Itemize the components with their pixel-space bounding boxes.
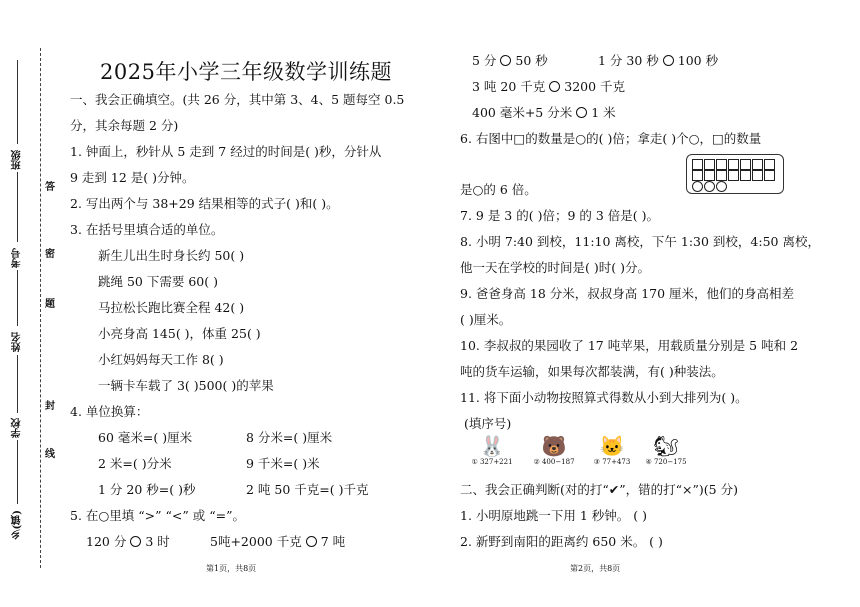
question-4-item-c1: 1 分 20 秒=( )秒 bbox=[98, 482, 196, 497]
question-11-note: (填序号) bbox=[464, 416, 512, 431]
question-3-item-e: 小红妈妈每天工作 8( ) bbox=[98, 352, 224, 367]
animal-item-4: 🐿 ④ 720−175 bbox=[642, 434, 690, 466]
bear-icon: 🐻 bbox=[541, 434, 567, 458]
blank-line-name bbox=[17, 270, 18, 326]
compare-circle bbox=[130, 536, 141, 547]
field-name: 姓名 bbox=[12, 332, 23, 352]
judge-item-1: 1. 小明原地跳一下用 1 秒钟。 ( ) bbox=[460, 508, 648, 523]
blank-line-school bbox=[17, 355, 18, 413]
square-shape bbox=[692, 170, 703, 181]
field-exam-number: 考号 bbox=[12, 248, 23, 268]
square-shape bbox=[704, 159, 715, 170]
rabbit-icon: 🐰 bbox=[479, 434, 505, 458]
square-shape bbox=[728, 159, 739, 170]
cat-icon: 🐱 bbox=[599, 434, 625, 458]
seal-char-3: 封 bbox=[45, 401, 55, 412]
compare-circle bbox=[663, 55, 674, 66]
question-10: 10. 李叔叔的果园收了 17 吨苹果，用载质量分别是 5 吨和 2 bbox=[460, 338, 799, 353]
square-shape bbox=[716, 159, 727, 170]
square-shape bbox=[764, 159, 775, 170]
seal-char-1: 答 bbox=[45, 182, 55, 193]
question-4-item-a2: 8 分米=( )厘米 bbox=[246, 430, 333, 445]
field-township: 乡(镇) bbox=[12, 510, 23, 540]
question-3-item-d: 小亮身高 145( )，体重 25( ) bbox=[98, 326, 261, 341]
square-shape bbox=[752, 170, 763, 181]
compare-item-5: 3 吨 20 千克 3200 千克 bbox=[472, 79, 626, 94]
squirrel-icon: 🐿 bbox=[653, 434, 679, 458]
square-shape bbox=[764, 170, 775, 181]
question-10-cont: 吨的货车运输，如果每次都装满，有( )种装法。 bbox=[460, 364, 724, 379]
field-school: 学校 bbox=[12, 418, 23, 438]
compare-item-4: 1 分 30 秒 100 秒 bbox=[598, 53, 719, 68]
cut-dashed-line bbox=[40, 48, 41, 568]
square-shape bbox=[692, 159, 703, 170]
square-shape bbox=[740, 170, 751, 181]
question-3-item-f: 一辆卡车载了 3( )500( )的苹果 bbox=[98, 378, 274, 393]
compare-item-2: 5吨+2000 千克 7 吨 bbox=[210, 534, 346, 549]
question-4-item-a1: 60 毫米=( )厘米 bbox=[98, 430, 193, 445]
section-2-heading: 二、我会正确判断(对的打“✔”，错的打“×”)(5 分) bbox=[460, 482, 738, 497]
circle-shape bbox=[704, 181, 715, 192]
compare-circle bbox=[549, 81, 560, 92]
question-3-item-b: 跳绳 50 下需要 60( ) bbox=[98, 274, 218, 289]
question-2: 2. 写出两个与 38+29 结果相等的式子( )和( )。 bbox=[70, 196, 339, 211]
seal-char-4: 线 bbox=[45, 449, 55, 460]
animal-item-3: 🐱 ③ 77+473 bbox=[588, 434, 636, 466]
square-shape bbox=[716, 170, 727, 181]
judge-item-2: 2. 新野到南阳的距离约 650 米。 ( ) bbox=[460, 534, 663, 549]
circle-shape bbox=[716, 181, 727, 192]
question-9: 9. 爸爸身高 18 分米，叔叔身高 170 厘米，他们的身高相差 bbox=[460, 286, 795, 301]
animal-item-1: 🐰 ① 327+221 bbox=[468, 434, 516, 466]
animal-item-2: 🐻 ② 400−187 bbox=[530, 434, 578, 466]
compare-item-1: 120 分 3 时 bbox=[86, 534, 170, 549]
page-footer-left: 第1页，共8页 bbox=[206, 564, 257, 573]
question-1: 1. 钟面上，秒针从 5 走到 7 经过的时间是( )秒，分针从 bbox=[70, 144, 382, 159]
square-shape bbox=[740, 159, 751, 170]
section-1-heading-cont: 分，其余每题 2 分) bbox=[70, 118, 179, 133]
question-8: 8. 小明 7:40 到校，11:10 离校，下午 1:30 到校，4:50 离校， bbox=[460, 234, 820, 249]
question-6-cont: 是○的 6 倍。 bbox=[460, 182, 537, 197]
compare-circle bbox=[500, 55, 511, 66]
question-5: 5. 在○里填 “>” “<” 或 “=”。 bbox=[70, 508, 245, 523]
question-9-cont: ( )厘米。 bbox=[460, 312, 512, 327]
question-3: 3. 在括号里填合适的单位。 bbox=[70, 222, 224, 237]
question-1-cont: 9 走到 12 是( )分钟。 bbox=[70, 170, 195, 185]
question-3-item-c: 马拉松长跑比赛全程 42( ) bbox=[98, 300, 245, 315]
square-shape bbox=[704, 170, 715, 181]
field-class: 班级 bbox=[12, 150, 23, 170]
squares-circles-figure bbox=[686, 154, 784, 194]
compare-circle bbox=[576, 107, 587, 118]
blank-line-township bbox=[17, 440, 18, 504]
question-4-item-b1: 2 米=( )分米 bbox=[98, 456, 172, 471]
question-11: 11. 将下面小动物按照算式得数从小到大排列为( )。 bbox=[460, 390, 748, 405]
question-8-cont: 他一天在学校的时间是( )时( )分。 bbox=[460, 260, 650, 275]
compare-item-3: 5 分 50 秒 bbox=[472, 53, 548, 68]
question-4: 4. 单位换算： bbox=[70, 404, 149, 419]
question-4-item-c2: 2 吨 50 千克=( )千克 bbox=[246, 482, 369, 497]
compare-circle bbox=[306, 536, 317, 547]
blank-line-class bbox=[17, 60, 18, 144]
question-3-item-a: 新生儿出生时身长约 50( ) bbox=[98, 248, 245, 263]
section-1-heading: 一、我会正确填空。(共 26 分，其中第 3、4、5 题每空 0.5 bbox=[70, 92, 405, 107]
seal-char-2: 题 bbox=[45, 299, 55, 310]
seal-char-cut: 密 bbox=[45, 249, 55, 260]
binding-margin bbox=[0, 0, 66, 607]
circle-shape bbox=[692, 181, 703, 192]
compare-item-6: 400 毫米+5 分米 1 米 bbox=[472, 105, 616, 120]
question-7: 7. 9 是 3 的( )倍；9 的 3 倍是( )。 bbox=[460, 208, 660, 223]
square-shape bbox=[728, 170, 739, 181]
question-6: 6. 右图中□的数量是○的( )倍；拿走( )个○，□的数量 bbox=[460, 131, 762, 146]
blank-line-exam-number bbox=[17, 172, 18, 242]
page-title: 2025年小学三年级数学训练题 bbox=[100, 60, 392, 84]
square-shape bbox=[752, 159, 763, 170]
page-footer-right: 第2页，共8页 bbox=[570, 564, 621, 573]
question-4-item-b2: 9 千米=( )米 bbox=[246, 456, 320, 471]
